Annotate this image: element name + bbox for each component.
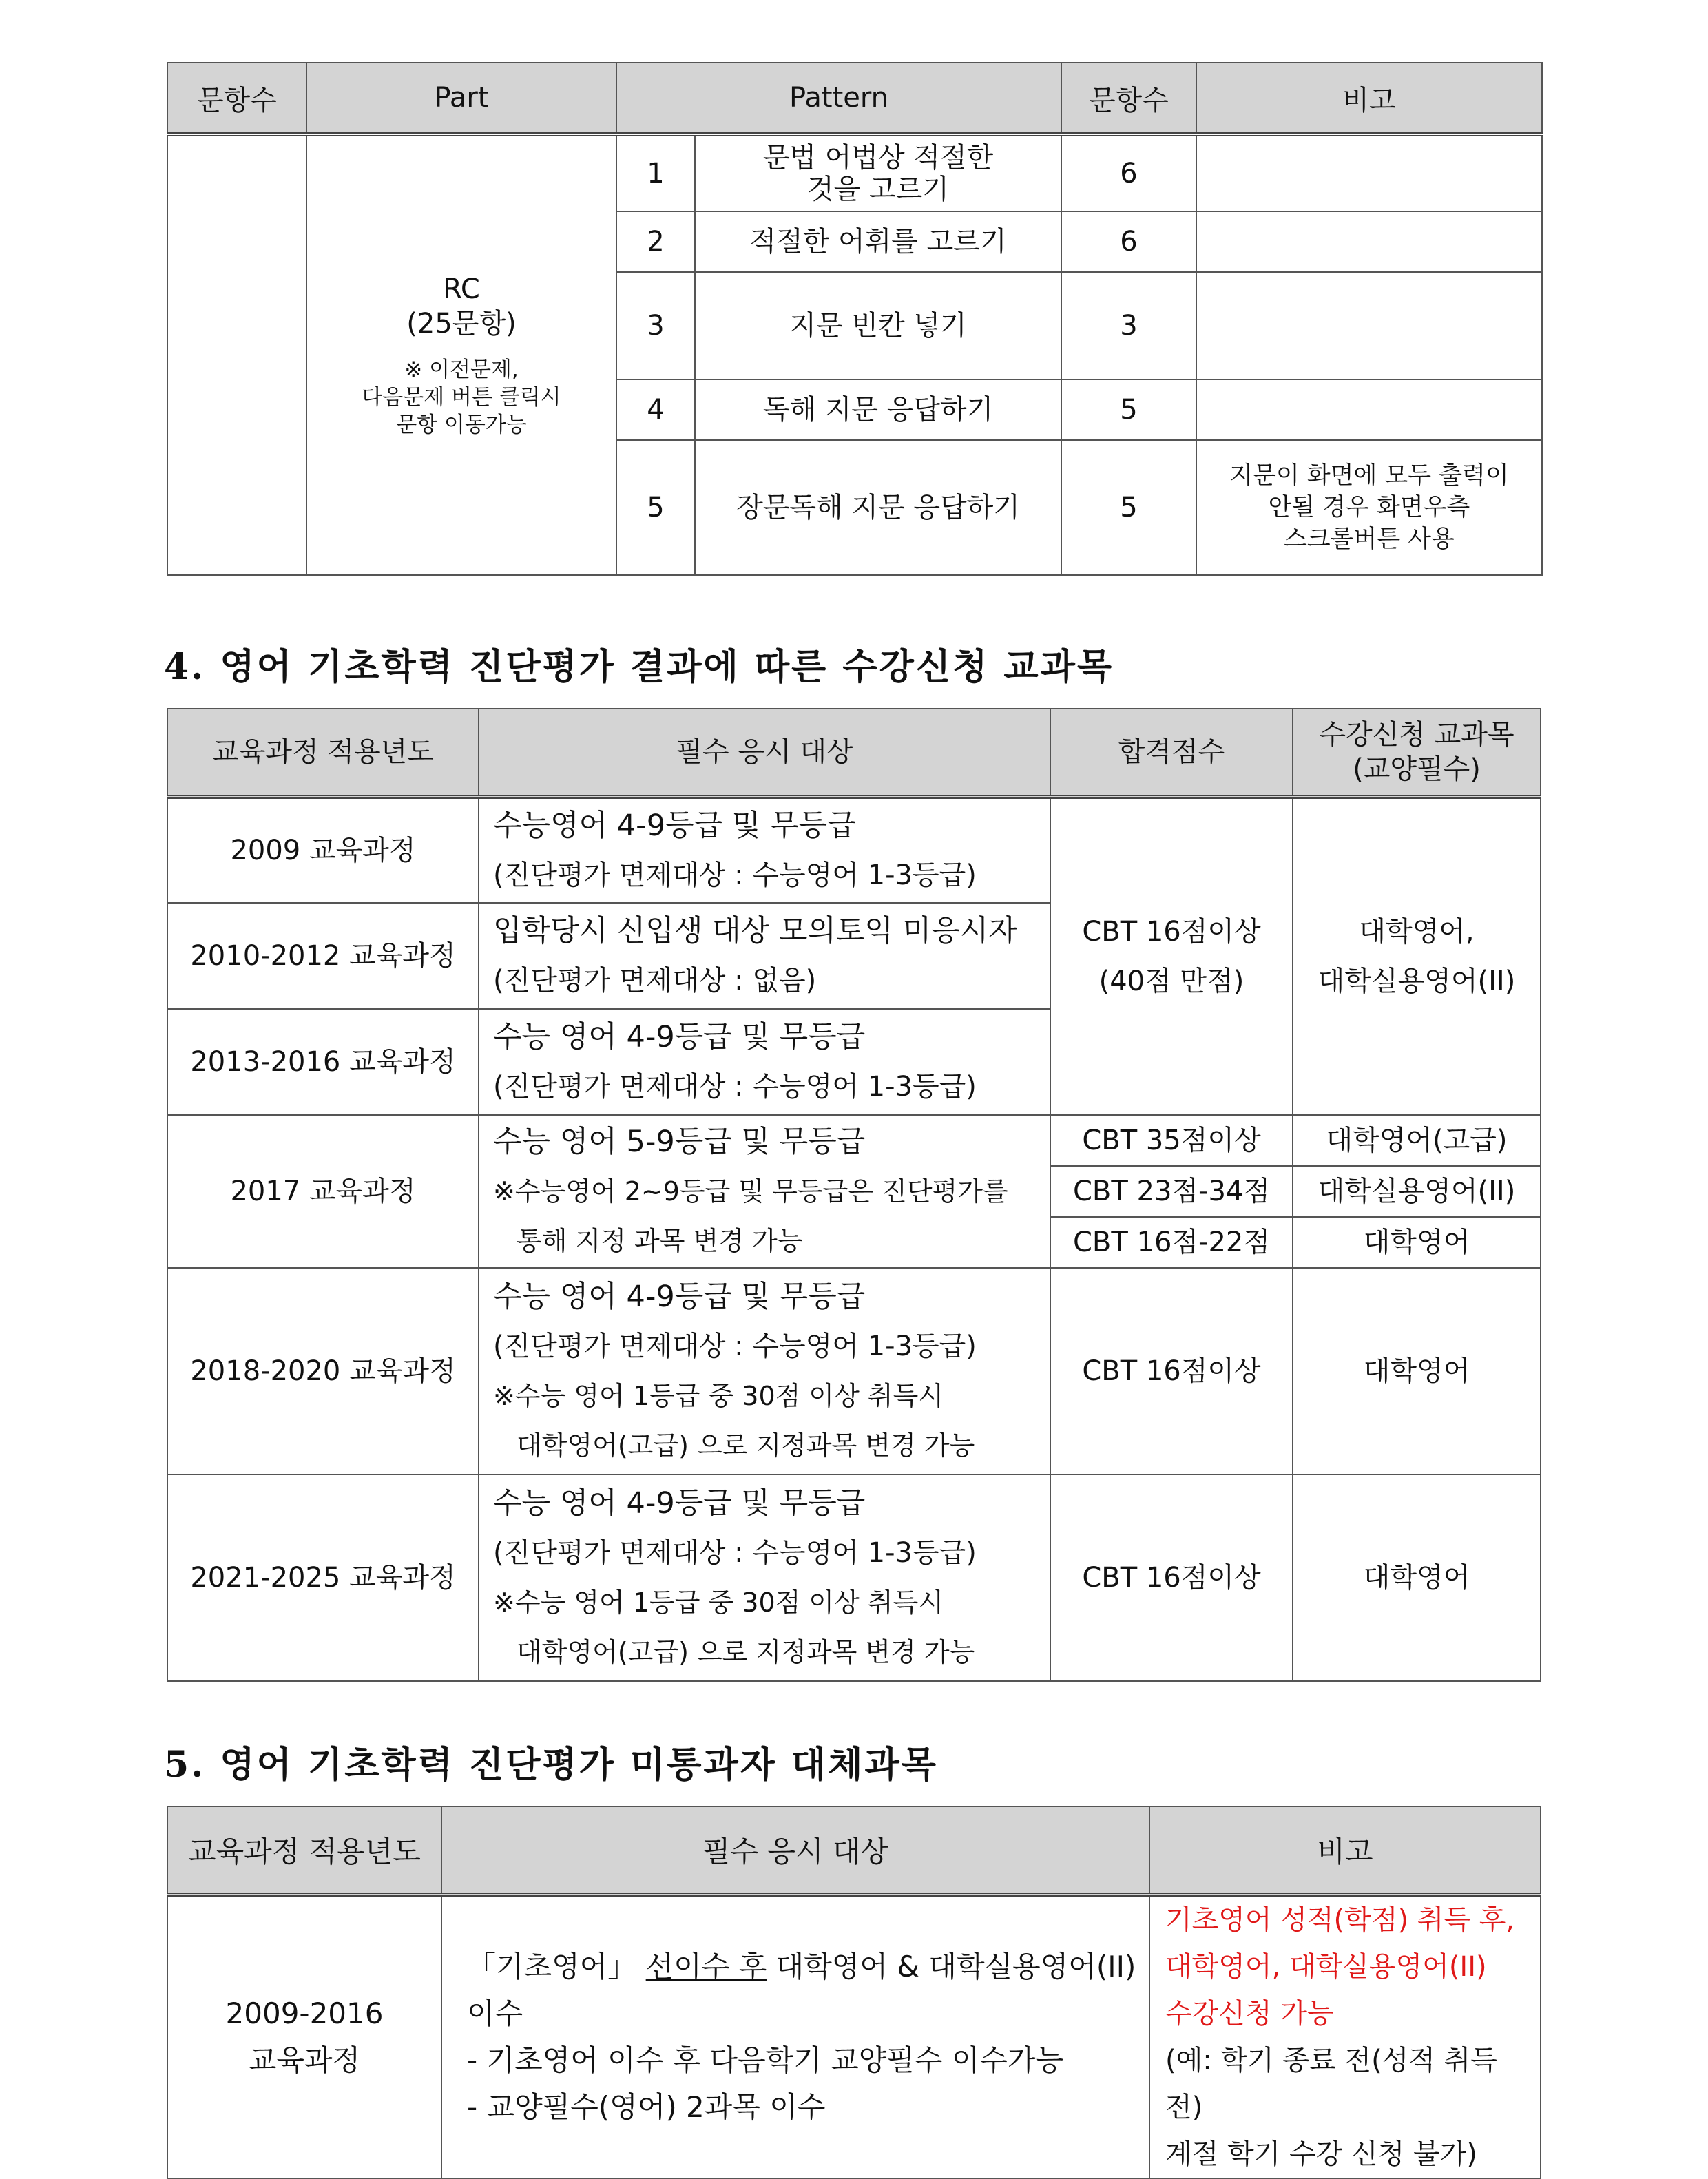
pattern-number: 3 [616, 272, 695, 379]
score-cell: CBT 16점이상 (40점 만점) [1050, 797, 1293, 1115]
pattern-note [1196, 211, 1542, 272]
subject-cell: 대학영어 [1293, 1268, 1541, 1474]
alternative-course-table [167, 1806, 1541, 2179]
pattern-name: 장문독해 지문 응답하기 [695, 440, 1061, 575]
header-target: 필수 응시 대상 [479, 709, 1050, 797]
target-cell: 수능영어 4-9등급 및 무등급 (진단평가 면제대상 : 수능영어 1-3등급) [479, 797, 1050, 903]
pattern-count: 3 [1061, 272, 1196, 379]
header-count-2: 문항수 [1061, 63, 1196, 134]
pattern-note: 지문이 화면에 모두 출력이 안될 경우 화면우측 스크롤버튼 사용 [1196, 440, 1542, 575]
header-score: 합격점수 [1050, 709, 1293, 797]
pattern-count: 5 [1061, 440, 1196, 575]
pattern-name: 적절한 어휘를 고르기 [695, 211, 1061, 272]
header-year: 교육과정 적용년도 [167, 1806, 441, 1895]
part-count: (25문항) [406, 308, 517, 340]
header-part: Part [306, 63, 616, 134]
score-cell: CBT 16점이상 [1050, 1474, 1293, 1681]
score-cell: CBT 16점-22점 [1050, 1217, 1293, 1268]
part-title: RC [443, 273, 480, 305]
section-4-heading: 4. 영어 기초학력 진단평가 결과에 따른 수강신청 교과목 [164, 646, 1114, 688]
year-cell: 2018-2020 교육과정 [167, 1268, 479, 1474]
header-subject: 수강신청 교과목 (교양필수) [1293, 709, 1541, 797]
year-cell: 2009-2016 교육과정 [167, 1895, 441, 2178]
pattern-count: 6 [1061, 134, 1196, 211]
pattern-name: 지문 빈칸 넣기 [695, 272, 1061, 379]
note-cell [1149, 1895, 1541, 2178]
year-cell: 2009 교육과정 [167, 797, 479, 903]
target-rest: 대학영어 & 대학실용영어(II) 이수 [467, 1950, 1136, 2030]
note-red-line: 기초영어 성적(학점) 취득 후, [1165, 1904, 1515, 1936]
subject-cell: 대학실용영어(II) [1293, 1166, 1541, 1217]
subject-cell: 대학영어 [1293, 1217, 1541, 1268]
pattern-note [1196, 379, 1542, 440]
year-cell: 2010-2012 교육과정 [167, 903, 479, 1009]
target-cell: 입학당시 신입생 대상 모의토익 미응시자 (진단평가 면제대상 : 없음) [479, 903, 1050, 1009]
target-cell: 수능 영어 4-9등급 및 무등급 (진단평가 면제대상 : 수능영어 1-3등급) ※수능 영어 1등급 중 30점 이상 취득시 대학영어(고급) 으로 지정과목 변경 가능 [479, 1268, 1050, 1474]
subject-cell: 대학영어 [1293, 1474, 1541, 1681]
score-cell: CBT 35점이상 [1050, 1115, 1293, 1166]
pattern-number: 2 [616, 211, 695, 272]
part-note: ※ 이전문제, 다음문제 버튼 클릭시 문항 이동가능 [362, 357, 561, 437]
pattern-count: 5 [1061, 379, 1196, 440]
year-cell: 2017 교육과정 [167, 1115, 479, 1268]
subject-cell: 대학영어, 대학실용영어(II) [1293, 797, 1541, 1115]
pattern-note [1196, 272, 1542, 379]
rc-pattern-table [167, 62, 1543, 576]
subject-cell: 대학영어(고급) [1293, 1115, 1541, 1166]
target-cell: 수능 영어 4-9등급 및 무등급 (진단평가 면제대상 : 수능영어 1-3등급) ※수능 영어 1등급 중 30점 이상 취득시 대학영어(고급) 으로 지정과목 변경 가능 [479, 1474, 1050, 1681]
target-cell: 수능 영어 5-9등급 및 무등급 ※수능영어 2~9등급 및 무등급은 진단평가를 통해 지정 과목 변경 가능 [479, 1115, 1050, 1268]
note-line: 계절 학기 수강 신청 불가) [1165, 2138, 1477, 2170]
header-note: 비고 [1149, 1806, 1541, 1895]
score-cell: CBT 23점-34점 [1050, 1166, 1293, 1217]
header-note: 비고 [1196, 63, 1542, 134]
year-cell: 2013-2016 교육과정 [167, 1009, 479, 1115]
course-registration-table [167, 708, 1541, 1682]
target-underlined: 선이수 후 [645, 1950, 767, 1983]
pattern-name: 문법 어법상 적절한 것을 고르기 [695, 134, 1061, 211]
note-red-line: 대학영어, 대학실용영어(II) [1165, 1951, 1487, 1983]
header-pattern: Pattern [616, 63, 1061, 134]
part-cell [306, 134, 616, 575]
note-line: (예: 학기 종료 전(성적 취득 전) [1165, 2045, 1497, 2123]
pattern-number: 5 [616, 440, 695, 575]
pattern-count: 6 [1061, 211, 1196, 272]
header-year: 교육과정 적용년도 [167, 709, 479, 797]
pattern-number: 1 [616, 134, 695, 211]
target-prefix: 「기초영어」 [467, 1950, 637, 1983]
empty-count-cell [167, 134, 306, 575]
section-5-heading: 5. 영어 기초학력 진단평가 미통과자 대체과목 [164, 1744, 938, 1786]
pattern-note [1196, 134, 1542, 211]
target-cell: 「기초영어」 선이수 후 대학영어 & 대학실용영어(II) 이수 - 기초영어 이수 후 다음학기 교양필수 이수가능 - 교양필수(영어) 2과목 이수 [441, 1895, 1149, 2178]
note-red-line: 수강신청 가능 [1165, 1998, 1334, 2030]
target-cell: 수능 영어 4-9등급 및 무등급 (진단평가 면제대상 : 수능영어 1-3등급) [479, 1009, 1050, 1115]
score-cell: CBT 16점이상 [1050, 1268, 1293, 1474]
header-target: 필수 응시 대상 [441, 1806, 1149, 1895]
pattern-name: 독해 지문 응답하기 [695, 379, 1061, 440]
pattern-number: 4 [616, 379, 695, 440]
header-count: 문항수 [167, 63, 306, 134]
year-cell: 2021-2025 교육과정 [167, 1474, 479, 1681]
